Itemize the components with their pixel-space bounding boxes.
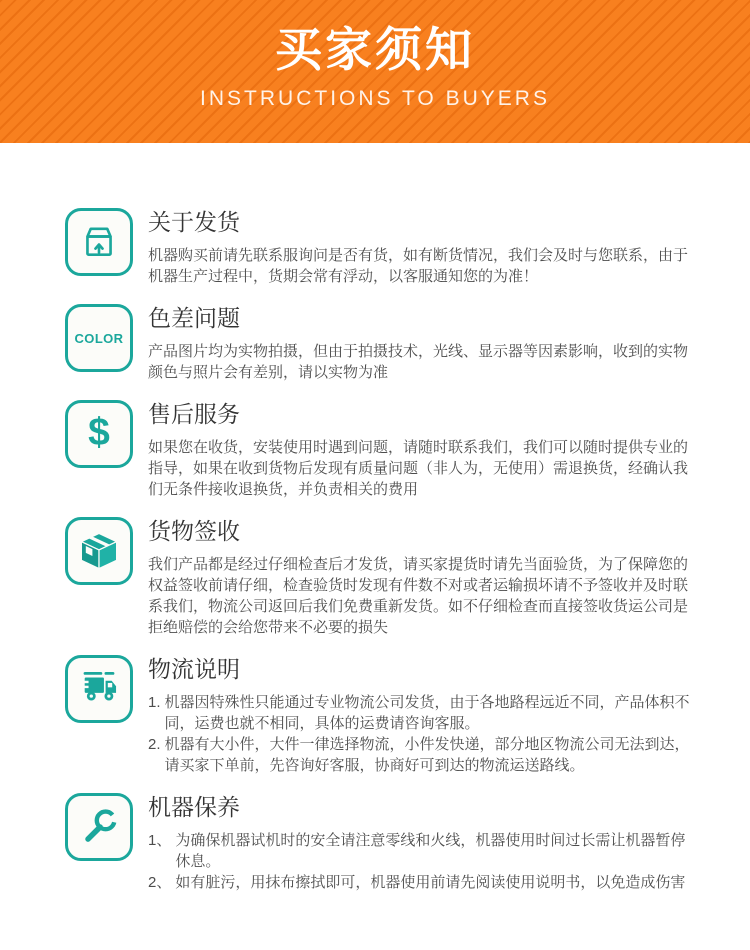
dollar-label: $ xyxy=(88,411,110,454)
list-text: 为确保机器试机时的安全请注意零线和火线，机器使用时间过长需让机器暂停休息。 xyxy=(175,832,686,870)
list-marker: 2、 xyxy=(148,874,172,891)
section-title: 货物签收 xyxy=(148,518,240,544)
section-shipping xyxy=(65,208,692,287)
section-body-list xyxy=(148,830,692,893)
section-body: 我们产品都是经过仔细检查后才发货，请买家提货时请先当面验货，为了保障您的权益签收前请仔细，检查验货时发现有件数不对或者运输损坏请不予签收并及时联系我们，物流公司返回后我们免费重新发货。如不仔细检查而直接签收货运公司是拒绝赔偿的会给您带来不必要的损失 xyxy=(148,556,689,636)
section-goods-receipt xyxy=(65,517,692,638)
section-after-sales xyxy=(65,400,692,500)
page-title: 买家须知 xyxy=(275,23,475,76)
color-badge-icon xyxy=(65,304,133,372)
section-title: 色差问题 xyxy=(148,305,240,331)
section-body: 机器购买前请先联系服询问是否有货，如有断货情况，我们会及时与您联系，由于机器生产过程中，货期会常有浮动，以客服通知您的为准！ xyxy=(148,247,689,285)
list-text: 机器有大小件，大件一律选择物流，小件发快递，部分地区物流公司无法到达，请买家下单前，先咨询好客服，协商好可到达的物流运送路线。 xyxy=(164,736,690,774)
truck-icon xyxy=(65,655,133,723)
section-body-list xyxy=(148,692,692,776)
list-marker: 2. xyxy=(148,736,161,753)
list-item xyxy=(148,734,692,776)
section-body: 产品图片均为实物拍摄，但由于拍摄技术，光线、显示器等因素影响，收到的实物颜色与照片会有差别，请以实物为准 xyxy=(148,343,689,381)
section-color-difference xyxy=(65,304,692,383)
list-item xyxy=(148,830,692,872)
section-title: 售后服务 xyxy=(148,401,240,427)
section-text xyxy=(148,304,692,383)
list-marker: 1、 xyxy=(148,832,172,849)
wrench-icon xyxy=(65,793,133,861)
section-title: 机器保养 xyxy=(148,794,240,820)
list-text: 机器因特殊性只能通过专业物流公司发货，由于各地路程远近不同，产品体积不同，运费也就不相同，具体的运费请咨询客服。 xyxy=(164,694,690,732)
color-badge-label: COLOR xyxy=(74,330,124,346)
section-title: 物流说明 xyxy=(148,656,240,682)
list-item xyxy=(148,872,692,893)
section-text xyxy=(148,208,692,287)
header-banner xyxy=(0,0,750,143)
section-text xyxy=(148,517,692,638)
list-text: 如有脏污，用抹布擦拭即可，机器使用前请先阅读使用说明书，以免造成伤害 xyxy=(175,874,686,891)
section-logistics xyxy=(65,655,692,776)
page-subtitle: INSTRUCTIONS TO BUYERS xyxy=(200,87,550,110)
package-icon xyxy=(65,208,133,276)
section-body: 如果您在收货，安装使用时遇到问题，请随时联系我们，我们可以随时提供专业的指导，如果在收到货物后发现有质量问题（非人为，无使用）需退换货，经确认我们无条件接收退换货，并负责相关的费用 xyxy=(148,439,689,498)
section-title: 关于发货 xyxy=(148,209,240,235)
list-marker: 1. xyxy=(148,694,161,711)
section-text xyxy=(148,400,692,500)
section-text xyxy=(148,655,692,776)
section-text xyxy=(148,793,692,893)
dollar-icon xyxy=(65,400,133,468)
parcel-cube-icon xyxy=(65,517,133,585)
section-maintenance xyxy=(65,793,692,893)
notice-sections xyxy=(0,143,750,950)
list-item xyxy=(148,692,692,734)
